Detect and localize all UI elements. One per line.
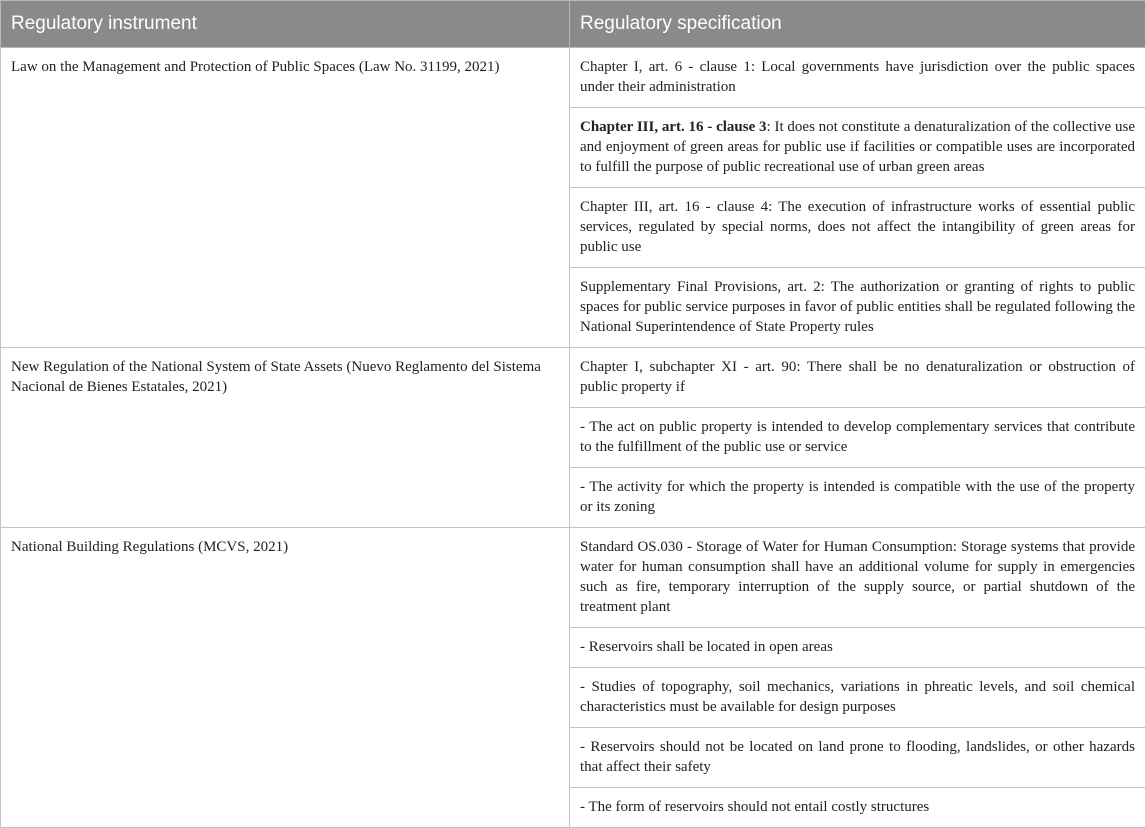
instrument-cell: Law on the Management and Protection of Public Spaces (Law No. 31199, 2021) — [1, 48, 570, 348]
specification-cell — [570, 348, 1145, 408]
spec-text: - The act on public property is intended to develop complementary services that contribute to the fulfillment of the public use or service — [580, 419, 1135, 455]
spec-text: Standard OS.030 - Storage of Water for Human Consumption: Storage systems that provide water for human consumption shall have an additional volume for supply in emergencies such as fire, temporary interruption of the supply source, or partial shutdown of the treatment plant — [580, 539, 1135, 615]
specification-cell — [570, 268, 1145, 348]
specification-cell — [570, 628, 1145, 668]
table-body — [1, 48, 1145, 828]
spec-text: Chapter I, subchapter XI - art. 90: There shall be no denaturalization or obstruction of public property if — [580, 359, 1135, 395]
spec-text: : It does not constitute a denaturalization of the collective use and enjoyment of green areas for public use if facilities or compatible uses are incorporated to fulfill the purpose of public recreational use of urban green areas — [580, 119, 1135, 175]
specification-cell — [570, 108, 1145, 188]
specification-cell — [570, 728, 1145, 788]
table-header — [1, 1, 1145, 48]
specification-cell — [570, 468, 1145, 528]
instrument-cell: New Regulation of the National System of State Assets (Nuevo Reglamento del Sistema Nacional de Bienes Estatales, 2021) — [1, 348, 570, 528]
specification-cell — [570, 408, 1145, 468]
spec-text: - Studies of topography, soil mechanics, variations in phreatic levels, and soil chemical characteristics must be available for design purposes — [580, 679, 1135, 715]
spec-text: - Reservoirs should not be located on land prone to flooding, landslides, or other hazards that affect their safety — [580, 739, 1135, 775]
column-header-instrument: Regulatory instrument — [1, 1, 570, 48]
table-row — [1, 48, 1145, 108]
specification-cell — [570, 188, 1145, 268]
spec-text: - The form of reservoirs should not entail costly structures — [580, 799, 929, 815]
spec-text: Supplementary Final Provisions, art. 2: The authorization or granting of rights to public spaces for public service purposes in favor of public entities shall be regulated following the National Superintendence of State Property rules — [580, 279, 1135, 335]
spec-bold-ref: Chapter III, art. 16 - clause 3 — [580, 119, 767, 135]
specification-cell — [570, 788, 1145, 828]
specification-cell — [570, 668, 1145, 728]
spec-text: Chapter III, art. 16 - clause 4: The execution of infrastructure works of essential public services, regulated by special norms, does not affect the intangibility of green areas for public use — [580, 199, 1135, 255]
table-row — [1, 528, 1145, 628]
table-row — [1, 348, 1145, 408]
specification-cell — [570, 48, 1145, 108]
instrument-cell: National Building Regulations (MCVS, 2021) — [1, 528, 570, 828]
spec-text: - Reservoirs shall be located in open areas — [580, 639, 833, 655]
header-row — [1, 1, 1145, 48]
spec-text: - The activity for which the property is intended is compatible with the use of the property or its zoning — [580, 479, 1135, 515]
column-header-specification: Regulatory specification — [570, 1, 1145, 48]
specification-cell — [570, 528, 1145, 628]
spec-text: Chapter I, art. 6 - clause 1: Local governments have jurisdiction over the public spaces under their administration — [580, 59, 1135, 95]
